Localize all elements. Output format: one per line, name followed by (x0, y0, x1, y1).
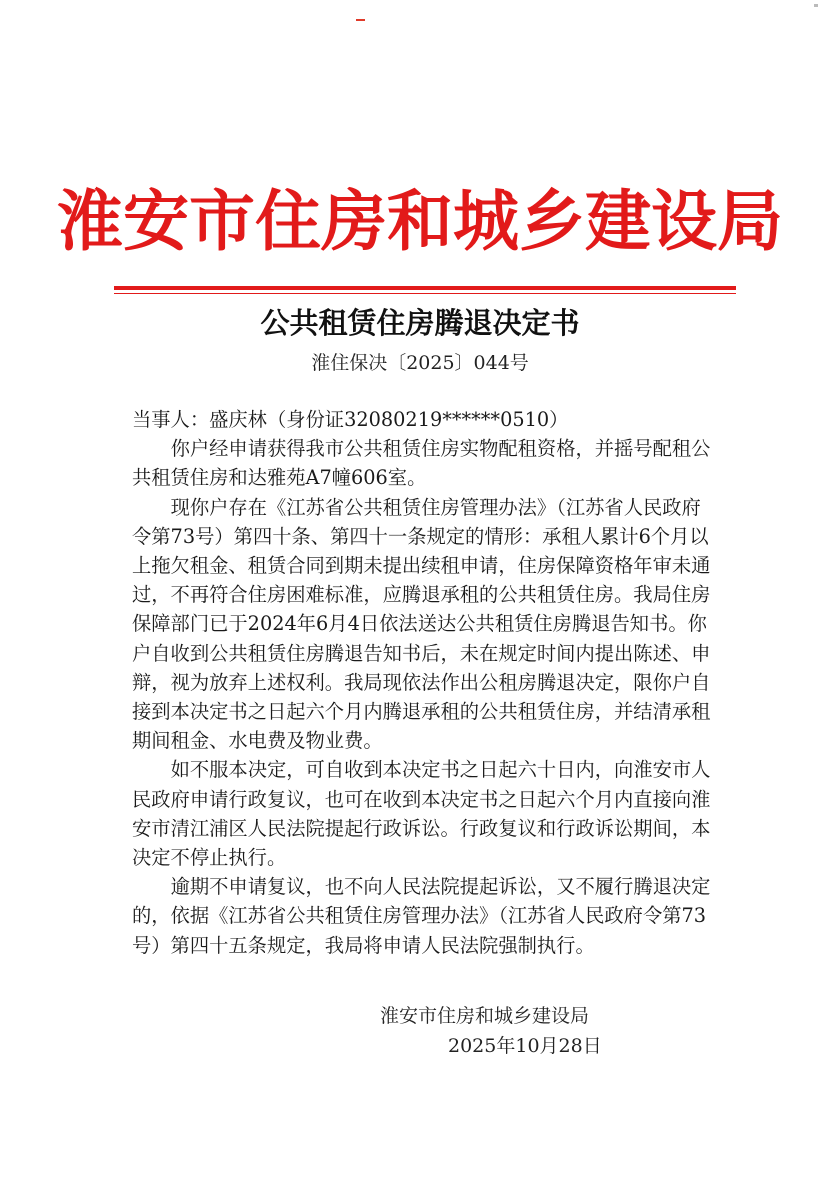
corner-dot (814, 4, 818, 7)
paragraph: 现你户存在《江苏省公共租赁住房管理办法》（江苏省人民政府令第73号）第四十条、第四十一条规定的情形：承租人累计6个月以上拖欠租金、租赁合同到期未提出续租申请，住房保障资格年审未通过，不再符合住房困难标准，应腾退承租的公共租赁住房。我局住房保障部门已于2024年6月4日依法送达公共租赁住房腾退告知书。你户自收到公共租赁住房腾退告知书后，未在规定时间内提出陈述、申辩，视为放弃上述权利。我局现依法作出公租房腾退决定，限你户自接到本决定书之日起六个月内腾退承租的公共租赁住房，并结清承租期间租金、水电费及物业费。 (132, 495, 711, 753)
party-line: 当事人：盛庆林（身份证32080219******0510） (132, 408, 569, 431)
document-title: 公共租赁住房腾退决定书 (260, 306, 580, 340)
agency-name: 淮安市住房和城乡建设局 (57, 183, 783, 260)
signature-date: 2025年10月28日 (448, 1035, 602, 1057)
document-body (132, 405, 716, 960)
paragraph: 你户经申请获得我市公共租赁住房实物配租资格，并摇号配租公共租赁住房和达雅苑A7幢606室。 (132, 437, 711, 490)
red-header-rule-thin (114, 293, 736, 294)
document-number: 淮住保决〔2025〕044号 (311, 352, 529, 374)
paragraph: 如不服本决定，可自收到本决定书之日起六十日内，向淮安市人民政府申请行政复议，也可在收到本决定书之日起六个月内直接向淮安市清江浦区人民法院提起行政诉讼。行政复议和行政诉讼期间，本决定不停止执行。 (132, 758, 711, 870)
red-mark (356, 19, 365, 21)
signature-org: 淮安市住房和城乡建设局 (380, 1005, 590, 1027)
red-header-rule (114, 286, 736, 290)
paragraph: 逾期不申请复议，也不向人民法院提起诉讼，又不履行腾退决定的，依据《江苏省公共租赁住房管理办法》（江苏省人民政府令第73号）第四十五条规定，我局将申请人民法院强制执行。 (132, 875, 711, 957)
